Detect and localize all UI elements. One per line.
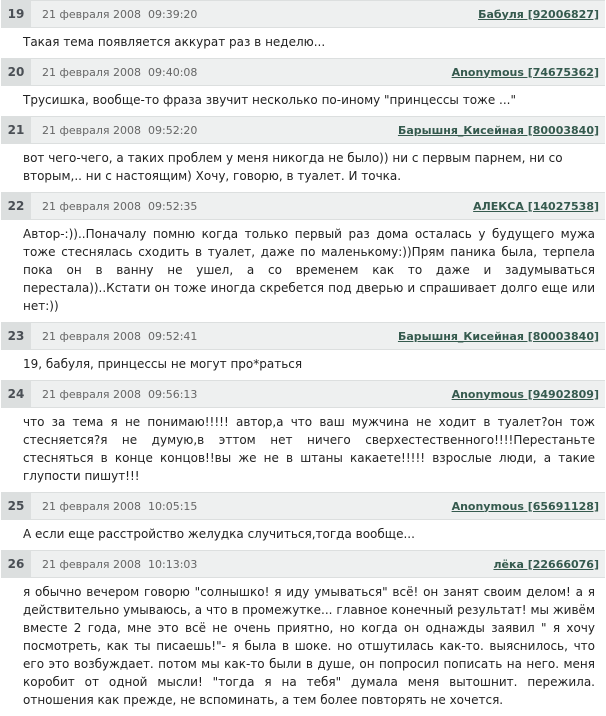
- comment-header: [1, 322, 605, 350]
- comment-author-link[interactable]: Барышня_Кисейная [80003840]: [397, 123, 599, 137]
- comment-author-link[interactable]: АЛЕКСА [14027538]: [473, 199, 599, 213]
- comment-number: 25: [1, 493, 31, 519]
- comment-23: [1, 322, 605, 380]
- comment-26: [1, 550, 605, 716]
- comment-22: [1, 192, 605, 322]
- comment-author-link[interactable]: Anonymous [65691128]: [451, 499, 599, 513]
- comment-date: 21 февраля 2008 10:05:15: [42, 499, 198, 513]
- comment-number: 26: [1, 551, 31, 577]
- comment-25: [1, 492, 605, 550]
- comment-author-link[interactable]: лёка [22666076]: [493, 557, 599, 571]
- comment-number: 21: [1, 117, 31, 143]
- comment-header: [1, 58, 605, 86]
- comment-header: [1, 116, 605, 144]
- comment-date: 21 февраля 2008 09:52:35: [42, 199, 198, 213]
- comment-header: [1, 380, 605, 408]
- comment-author-link[interactable]: Барышня_Кисейная [80003840]: [397, 329, 599, 343]
- comment-number: 19: [1, 1, 31, 27]
- comment-text: А если еще расстройство желудка случиться,тогда вообще...: [23, 527, 415, 541]
- comment-thread: [1, 0, 605, 716]
- comment-header: [1, 192, 605, 220]
- comment-date: 21 февраля 2008 09:52:20: [42, 123, 198, 137]
- comment-header: [1, 0, 605, 28]
- comment-date: 21 февраля 2008 09:52:41: [42, 329, 198, 343]
- comment-number: 24: [1, 381, 31, 407]
- comment-text: Такая тема появляется аккурат раз в неделю...: [23, 35, 326, 49]
- comment-number: 23: [1, 323, 31, 349]
- comment-author-link[interactable]: Anonymous [74675362]: [451, 65, 599, 79]
- comment-24: [1, 380, 605, 492]
- comment-text: я обычно вечером говорю "солнышко! я иду умываться" всё! он занят своим делом! а я действительно умываюсь, а что в промежутке... главное конечный результат! мы живём вместе 2 года, мне это всё не очень приятно, но когда он однажды заявил " я хочу посмотреть, как ты писаешь!"- я была в шоке. но отшутилась как-то. выяснилось, что его это возбуждает. потом мы как-то были в душе, он попросил пописать на него. меня коробит от одной мысли! "тогда я на тебя" думала меня вытошнит. пережила. отношения как прежде, не вспоминать, а тем более повторять не хочется.: [23, 585, 595, 707]
- comment-date: 21 февраля 2008 09:39:20: [42, 7, 198, 21]
- comment-21: [1, 116, 605, 192]
- comment-author-link[interactable]: Бабуля [92006827]: [478, 7, 599, 21]
- comment-date: 21 февраля 2008 09:56:13: [42, 387, 198, 401]
- comment-text: что за тема я не понимаю!!!!! автор,а что ваш мужчина не ходит в туалет?он тож стесняется?я не думую,в эттом нет ничего сверхестественного!!!!Перестаньте стесняться в конце концов!!вы же не в штаны какаете!!!!! взрослые люди, а такие глупости пишут!!!: [23, 415, 595, 483]
- comment-text: вот чего-чего, а таких проблем у меня никогда не было)) ни с первым парнем, ни со вторым,.. ни с настоящим) Хочу, говорю, в туалет. И точка.: [23, 151, 563, 183]
- comment-19: [1, 0, 605, 58]
- comment-number: 20: [1, 59, 31, 85]
- comment-header: [1, 550, 605, 578]
- comment-20: [1, 58, 605, 116]
- comment-author-link[interactable]: Anonymous [94902809]: [451, 387, 599, 401]
- comment-date: 21 февраля 2008 09:40:08: [42, 65, 198, 79]
- comment-text: Трусишка, вообще-то фраза звучит несколько по-иному "принцессы тоже ...": [23, 93, 517, 107]
- comment-header: [1, 492, 605, 520]
- comment-date: 21 февраля 2008 10:13:03: [42, 557, 198, 571]
- comment-text: Автор-:))..Поначалу помню когда только первый раз дома осталась у будущего мужа тоже стеснялась сходить в туалет, даже по маленькому:))Прям паника была, терпела пока он в ванну не ушел, а со временем как то даже и задумываться перестала))..Кстати он тоже иногда скребется под дверью и спрашивает долго еще или нет:)): [23, 227, 595, 313]
- comment-text: 19, бабуля, принцессы не могут про*раться: [23, 357, 303, 371]
- comment-number: 22: [1, 193, 31, 219]
